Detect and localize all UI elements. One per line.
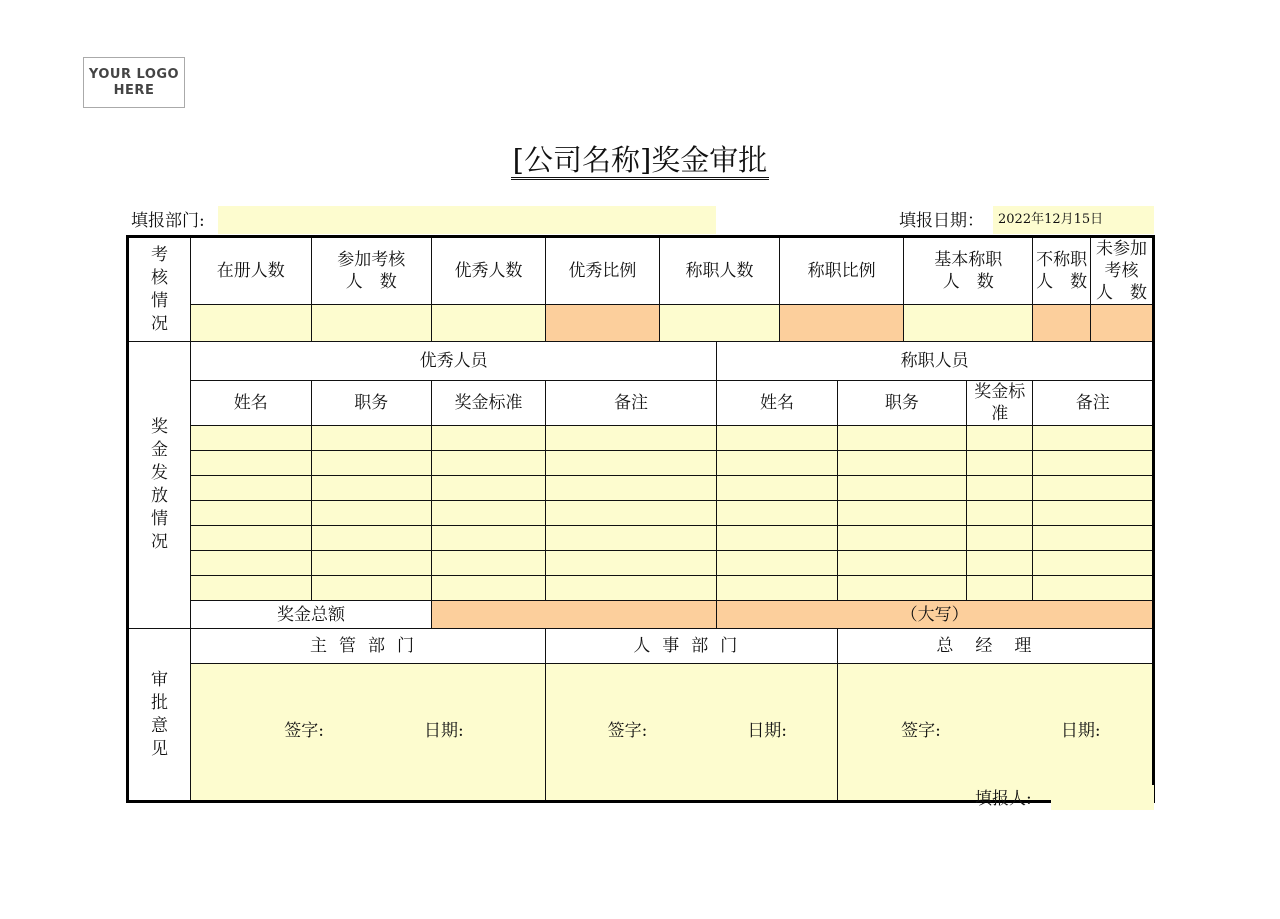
incompetent-value (1033, 305, 1090, 342)
competent-notes-cell[interactable] (1033, 426, 1154, 451)
excellent-name-cell[interactable] (191, 451, 312, 476)
competent-name-cell[interactable] (717, 476, 838, 501)
excellent-notes-cell[interactable] (545, 501, 716, 526)
logo-line-1: YOUR LOGO (88, 66, 180, 82)
basic-competent-input[interactable] (904, 305, 1033, 342)
excellent-notes-cell[interactable] (545, 576, 716, 601)
assessment-section-label: 考核情况 (128, 237, 191, 342)
competent-standard-cell[interactable] (967, 451, 1033, 476)
excellent-position-cell[interactable] (311, 501, 432, 526)
filler-label: 填报人: (975, 789, 1032, 809)
title-text: [公司名称]奖金审批 (511, 143, 770, 180)
col-participating: 参加考核 人 数 (311, 237, 432, 305)
excellent-position-cell[interactable] (311, 576, 432, 601)
competent-notes-cell[interactable] (1033, 576, 1154, 601)
excellent-notes-cell[interactable] (545, 526, 716, 551)
bonus-approval-table (126, 235, 1155, 803)
excellent-name-cell[interactable] (191, 551, 312, 576)
col-incompetent: 不称职 人 数 (1033, 237, 1090, 305)
excellent-position-header: 职务 (311, 381, 432, 426)
excellent-standard-cell[interactable] (432, 576, 546, 601)
competent-standard-header: 奖金标准 (967, 381, 1033, 426)
competent-notes-cell[interactable] (1033, 526, 1154, 551)
excellent-standard-cell[interactable] (432, 476, 546, 501)
sign-label: 签字: (284, 721, 324, 741)
competent-position-cell[interactable] (837, 501, 966, 526)
bonus-total-label: 奖金总额 (191, 601, 432, 629)
excellent-name-header: 姓名 (191, 381, 312, 426)
excellent-notes-cell[interactable] (545, 476, 716, 501)
hr-dept-header: 人事部门 (545, 629, 837, 664)
excellent-standard-cell[interactable] (432, 501, 546, 526)
competent-notes-header: 备注 (1033, 381, 1154, 426)
competent-position-cell[interactable] (837, 476, 966, 501)
excellent-standard-header: 奖金标准 (432, 381, 546, 426)
excellent-name-cell[interactable] (191, 426, 312, 451)
date-label: 日期: (423, 721, 464, 741)
bonus-total-value (432, 601, 717, 629)
bonus-section-label: 奖金发放情况 (128, 342, 191, 629)
competent-count-input[interactable] (659, 305, 780, 342)
competent-notes-cell[interactable] (1033, 501, 1154, 526)
competent-standard-cell[interactable] (967, 426, 1033, 451)
excellent-position-cell[interactable] (311, 476, 432, 501)
logo-line-2: HERE (113, 82, 155, 98)
date-input[interactable]: 2022年12月15日 (993, 206, 1154, 234)
approval-section-label: 审批意见 (128, 629, 191, 802)
filler-input[interactable] (1051, 785, 1154, 810)
not-participating-value (1090, 305, 1153, 342)
supervisor-dept-header: 主管部门 (191, 629, 546, 664)
excellent-group-header: 优秀人员 (191, 342, 717, 381)
competent-name-cell[interactable] (717, 576, 838, 601)
competent-notes-cell[interactable] (1033, 451, 1154, 476)
competent-standard-cell[interactable] (967, 501, 1033, 526)
competent-name-cell[interactable] (717, 526, 838, 551)
bonus-row (128, 426, 1154, 451)
excellent-position-cell[interactable] (311, 526, 432, 551)
col-excellent-count: 优秀人数 (432, 237, 546, 305)
competent-position-header: 职务 (837, 381, 966, 426)
registered-input[interactable] (191, 305, 312, 342)
date-label: 日期: (1060, 721, 1101, 741)
competent-position-cell[interactable] (837, 451, 966, 476)
participating-input[interactable] (311, 305, 432, 342)
excellent-standard-cell[interactable] (432, 551, 546, 576)
competent-standard-cell[interactable] (967, 576, 1033, 601)
company-logo (83, 57, 185, 108)
excellent-position-cell[interactable] (311, 551, 432, 576)
sign-label: 签字: (607, 721, 648, 741)
competent-name-header: 姓名 (717, 381, 838, 426)
gm-approval-box[interactable] (837, 664, 1153, 802)
excellent-notes-header: 备注 (545, 381, 716, 426)
date-label: 填报日期： (899, 211, 984, 231)
bonus-row (128, 526, 1154, 551)
dept-input[interactable] (218, 206, 716, 234)
bonus-row (128, 576, 1154, 601)
competent-position-cell[interactable] (837, 526, 966, 551)
competent-name-cell[interactable] (717, 501, 838, 526)
supervisor-approval-box[interactable] (191, 664, 546, 802)
competent-position-cell[interactable] (837, 576, 966, 601)
excellent-name-cell[interactable] (191, 576, 312, 601)
competent-group-header: 称职人员 (717, 342, 1154, 381)
excellent-position-cell[interactable] (311, 426, 432, 451)
competent-position-cell[interactable] (837, 426, 966, 451)
competent-standard-cell[interactable] (967, 551, 1033, 576)
excellent-name-cell[interactable] (191, 501, 312, 526)
excellent-notes-cell[interactable] (545, 451, 716, 476)
hr-approval-box[interactable] (545, 664, 837, 802)
excellent-notes-cell[interactable] (545, 426, 716, 451)
col-not-participating: 未参加考核 人 数 (1090, 237, 1153, 305)
excellent-position-cell[interactable] (311, 451, 432, 476)
competent-name-cell[interactable] (717, 551, 838, 576)
excellent-standard-cell[interactable] (432, 526, 546, 551)
page-title (0, 140, 1280, 180)
competent-notes-cell[interactable] (1033, 551, 1154, 576)
excellent-name-cell[interactable] (191, 526, 312, 551)
bonus-row (128, 451, 1154, 476)
excellent-ratio-value (545, 305, 659, 342)
competent-name-cell[interactable] (717, 426, 838, 451)
excellent-notes-cell[interactable] (545, 551, 716, 576)
excellent-standard-cell[interactable] (432, 426, 546, 451)
competent-name-cell[interactable] (717, 451, 838, 476)
bonus-total-uppercase: （大写） (717, 601, 1154, 629)
excellent-count-input[interactable] (432, 305, 546, 342)
competent-standard-cell[interactable] (967, 526, 1033, 551)
col-competent-count: 称职人数 (659, 237, 780, 305)
date-label: 日期: (747, 721, 788, 741)
dept-label: 填报部门: (131, 211, 205, 231)
sign-label: 签字: (901, 721, 941, 741)
bonus-row (128, 551, 1154, 576)
col-registered: 在册人数 (191, 237, 312, 305)
general-manager-header: 总经理 (837, 629, 1153, 664)
bonus-row (128, 476, 1154, 501)
excellent-name-cell[interactable] (191, 476, 312, 501)
competent-standard-cell[interactable] (967, 476, 1033, 501)
competent-ratio-value (780, 305, 904, 342)
col-basic-competent: 基本称职 人 数 (904, 237, 1033, 305)
excellent-standard-cell[interactable] (432, 451, 546, 476)
col-excellent-ratio: 优秀比例 (545, 237, 659, 305)
competent-position-cell[interactable] (837, 551, 966, 576)
col-competent-ratio: 称职比例 (780, 237, 904, 305)
competent-notes-cell[interactable] (1033, 476, 1154, 501)
bonus-row (128, 501, 1154, 526)
